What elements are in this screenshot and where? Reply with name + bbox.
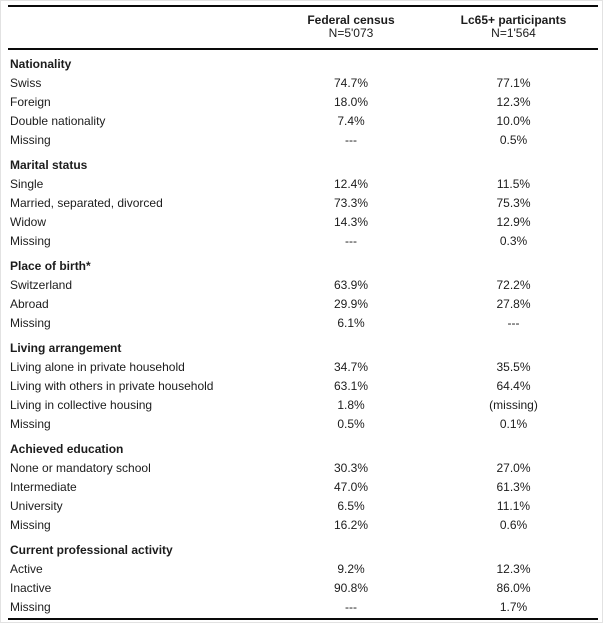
column-title: Lc65+ participants [460,13,567,27]
federal-census-value: 6.5% [337,499,365,513]
lc65-participants-value: 11.1% [496,499,531,513]
lc65-participants-value: 77.1% [496,76,531,90]
table-row [8,112,598,131]
federal-census-value: 0.5% [337,417,365,431]
section-title: Marital status [10,158,88,172]
section-header-row [8,541,598,560]
lc65-participants-value: (missing) [489,398,538,412]
lc65-participants-value: 72.2% [496,278,531,292]
row-label: Missing [10,600,51,614]
row-label: Inactive [10,581,52,595]
lc65-participants-value: 12.3% [496,562,531,576]
lc65-participants-value: 0.5% [499,133,528,147]
row-label: Missing [10,234,51,248]
table-body [8,55,598,618]
section-header-row [8,257,598,276]
federal-census-value: 1.8% [337,398,365,412]
lc65-participants-value: 27.8% [496,297,531,311]
lc65-participants-value: 86.0% [496,581,531,595]
column-header-federal-census [273,14,429,40]
lc65-participants-value: 64.4% [496,379,531,393]
row-label: Widow [10,215,47,229]
federal-census-value: --- [345,234,357,248]
row-label: Missing [10,133,51,147]
table-row [8,175,598,194]
table-row [8,358,598,377]
lc65-participants-value: 27.0% [496,461,531,475]
section-title: Nationality [10,57,72,71]
lc65-participants-value: 35.5% [496,360,531,374]
table-row [8,131,598,150]
table-row [8,295,598,314]
table-header-row [8,7,598,48]
federal-census-value: 6.1% [337,316,365,330]
table-row [8,579,598,598]
table-row [8,314,598,333]
lc65-participants-value: 61.3% [496,480,531,494]
row-label: Abroad [10,297,49,311]
table-row [8,396,598,415]
section-title: Current professional activity [10,543,173,557]
row-label: Missing [10,316,51,330]
section-header-row [8,55,598,74]
section-header-row [8,440,598,459]
federal-census-value: 18.0% [333,95,369,109]
row-label: Missing [10,417,51,431]
lc65-participants-value: 11.5% [496,177,531,191]
table-row [8,377,598,396]
row-label: Single [10,177,44,191]
row-label: Living alone in private household [10,360,185,374]
table-row [8,415,598,434]
row-label: Swiss [10,76,42,90]
table-row [8,478,598,497]
column-title: Federal census [307,13,395,27]
row-label: University [10,499,63,513]
table-row [8,213,598,232]
lc65-participants-value: 0.1% [499,417,528,431]
table-row [8,560,598,579]
lc65-participants-value: 0.3% [499,234,528,248]
section-header-row [8,339,598,358]
table-row [8,598,598,617]
federal-census-value: 29.9% [333,297,369,311]
federal-census-value: 14.3% [333,215,369,229]
federal-census-value: 7.4% [337,114,365,128]
column-sample-size: N=1'564 [491,26,536,40]
federal-census-value: 63.9% [333,278,369,292]
federal-census-value: 74.7% [333,76,369,90]
comparison-table [8,5,598,620]
table-row [8,74,598,93]
row-label: Living in collective housing [10,398,153,412]
federal-census-value: 47.0% [333,480,369,494]
table-row [8,497,598,516]
federal-census-value: --- [345,600,357,614]
federal-census-value: 9.2% [337,562,365,576]
row-label: Active [10,562,43,576]
section-title: Achieved education [10,442,124,456]
table-row [8,93,598,112]
row-label: Married, separated, divorced [10,196,163,210]
section-header-row [8,156,598,175]
column-header-lc65-participants [429,14,598,40]
section-title: Place of birth* [10,259,91,273]
table-row [8,276,598,295]
table-row [8,516,598,535]
federal-census-value: 34.7% [333,360,369,374]
federal-census-value: 12.4% [333,177,369,191]
section-title: Living arrangement [10,341,122,355]
table-header-rule [8,48,598,50]
lc65-participants-value: 0.6% [499,518,528,532]
table-row [8,232,598,251]
row-label: Intermediate [10,480,77,494]
lc65-participants-value: 12.3% [496,95,531,109]
row-label: Living with others in private household [10,379,214,393]
column-sample-size: N=5'073 [328,26,374,40]
federal-census-value: --- [345,133,357,147]
row-label: Double nationality [10,114,106,128]
row-label: Foreign [10,95,51,109]
row-label: None or mandatory school [10,461,151,475]
federal-census-value: 73.3% [333,196,369,210]
lc65-participants-value: 12.9% [496,215,531,229]
table-bottom-rule [8,618,598,620]
lc65-participants-value: --- [507,316,520,330]
lc65-participants-value: 10.0% [496,114,531,128]
lc65-participants-value: 75.3% [496,196,531,210]
row-label: Switzerland [10,278,73,292]
table-row [8,194,598,213]
federal-census-value: 90.8% [333,581,369,595]
table-row [8,459,598,478]
federal-census-value: 30.3% [333,461,369,475]
federal-census-value: 16.2% [333,518,369,532]
lc65-participants-value: 1.7% [499,600,528,614]
federal-census-value: 63.1% [333,379,369,393]
row-label: Missing [10,518,51,532]
row-label-column-spacer [8,14,273,40]
